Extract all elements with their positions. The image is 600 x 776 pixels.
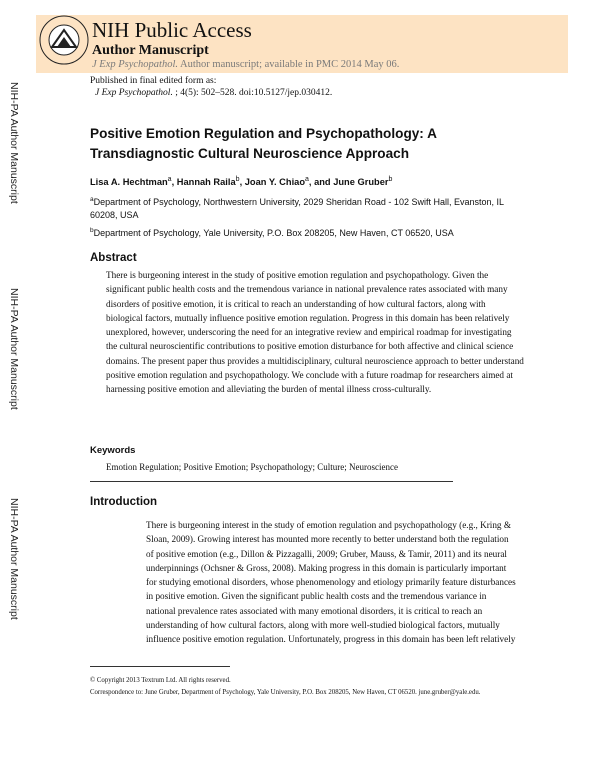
abstract-heading: Abstract (90, 252, 137, 264)
abstract-text: There is burgeoning interest in the study of positive emotion regulation and psychopathology. Given the significant public health costs and the tremendous variance in national prevalence rates associated with many disorders of positive emotion, it is critical to reach an understanding of how cultural factors, along with biological factors, mutually influence positive emotion regulation. Progress in this domain has been relatively unexplored, however, underscoring the need for an integrative review and empirical roadmap for investigating the cultural neuroscientific contributions to positive emotion disturbance for both affective and clinical science domains. The present paper thus provides a multidisciplinary, cultural neuroscience approach to better understand positive emotion regulation and psychopathology. We conclude with a future roadmap for researchers aimed at harnessing positive emotion and alleviating the burden of mental illness cross-culturally. (106, 270, 524, 395)
affiliation-a: $^a$Department of Psychology, Northwestern University, 2029 Sheridan Road - 102 Swift Hall, Evanston, IL 60208, USA (90, 196, 504, 220)
published-citation: J Exp Psychopathol. ; 4(5): 502–528. doi:10.5127/jep.030412. (95, 88, 333, 98)
published-note: Published in final edited form as: (90, 76, 217, 86)
footnote-divider (90, 666, 230, 667)
affiliation-b: $^b$Department of Psychology, Yale University, P.O. Box 208205, New Haven, CT 06520, USA (90, 227, 454, 238)
author: Hannah Raila (176, 177, 236, 188)
nih-seal-logo (38, 14, 90, 66)
introduction-heading: Introduction (90, 496, 158, 508)
introduction-text: There is burgeoning interest in the study of emotion regulation and psychopathology (e.g., Kring & Sloan, 2009). Growing interest has mounted more recently to better understand both the regulation of positive emotion (e.g., Dillon & Pizzagalli, 2009; Gruber, Mauss, & Tamir, 2011) and its neural underpinnings (Ochsner & Gross, 2008). Making progress in this domain is particularly important for studying emotional disorders, whose phenomenology and etiology primarily feature disturbances in positive emotion. Given the significant public health costs and the tremendous variance in national prevalence rates associated with many emotional disorders, it is critical to reach an understanding of how cultural factors, along with more well-studied biological factors, mutually influence positive emotion regulation. Unfortunately, progress in this domain has been left relatively (146, 520, 516, 645)
side-label-1: NIH-PA Author Manuscript (8, 82, 20, 204)
copyright-note: © Copyright 2013 Textrum Ltd. All rights reserved. (90, 677, 231, 684)
keywords-heading: Keywords (90, 445, 136, 456)
paper-title: Positive Emotion Regulation and Psychopathology: A Transdiagnostic Cultural Neuroscience Approach (90, 126, 437, 161)
side-label-3: NIH-PA Author Manuscript (8, 498, 20, 620)
banner-title: NIH Public Access (92, 18, 252, 42)
author: Lisa A. Hechtman (90, 177, 168, 188)
banner-citation: J Exp Psychopathol. Author manuscript; available in PMC 2014 May 06. (92, 59, 400, 70)
keywords-text: Emotion Regulation; Positive Emotion; Psychopathology; Culture; Neuroscience (106, 462, 398, 472)
author: Joan Y. Chiao (244, 177, 306, 188)
author-list: Lisa A. Hechtman$^a$, Hannah Raila$^b$, Joan Y. Chiao$^a$, and June Gruber$^b$ (90, 176, 393, 188)
correspondence-note: Correspondence to: June Gruber, Department of Psychology, Yale University, P.O. Box 208205, New Haven, CT 06520. june.gruber@yale.edu. (90, 689, 481, 696)
banner-subtitle: Author Manuscript (92, 43, 209, 58)
author: June Gruber (333, 177, 389, 188)
divider (90, 481, 453, 482)
side-label-2: NIH-PA Author Manuscript (8, 288, 20, 410)
